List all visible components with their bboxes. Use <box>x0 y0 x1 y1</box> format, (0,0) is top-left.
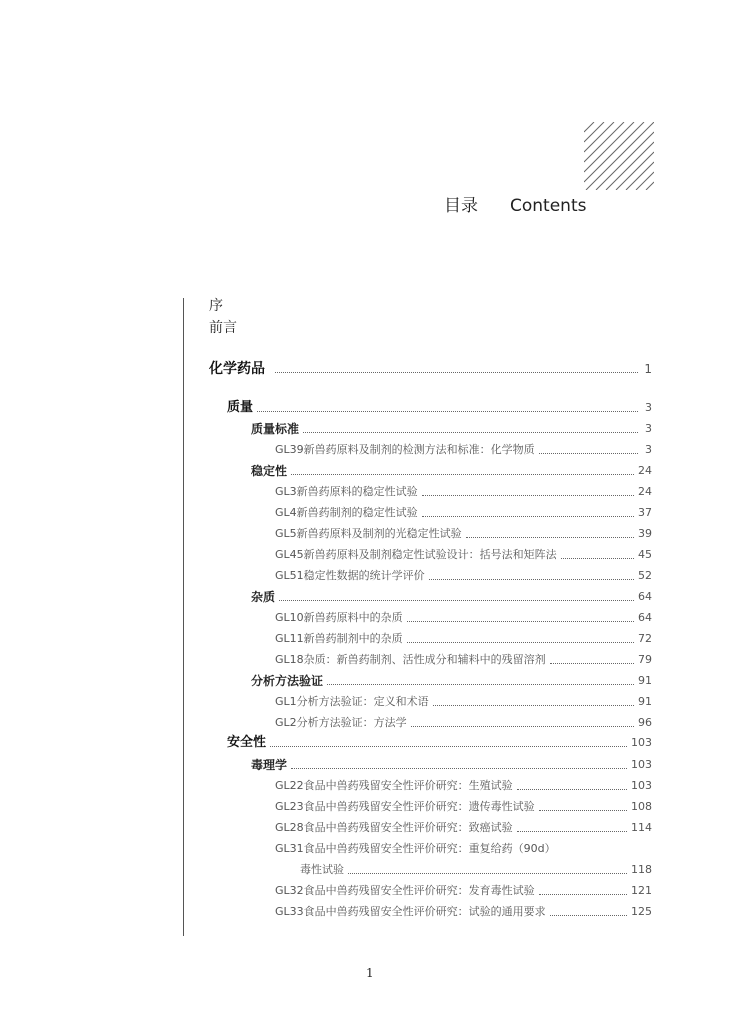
toc-page: 3 <box>645 422 652 435</box>
toc-label: GL32食品中兽药残留安全性评价研究：发育毒性试验 <box>275 884 535 897</box>
toc-leader <box>466 537 634 538</box>
contents-title-cn: 目录 <box>444 196 478 216</box>
toc-label: GL4新兽药制剂的稳定性试验 <box>275 506 418 519</box>
toc-page: 52 <box>638 569 652 582</box>
toc-label: GL22食品中兽药残留安全性评价研究：生殖试验 <box>275 779 513 792</box>
toc-entry-analytical-validation[interactable] <box>251 671 652 689</box>
toc-leader <box>257 411 638 412</box>
toc-leader <box>327 684 634 685</box>
toc-label: 杂质 <box>251 590 276 604</box>
toc-label: 安全性 <box>227 735 267 750</box>
toc-leader <box>539 810 627 811</box>
toc-page: 64 <box>638 611 652 624</box>
page-number: 1 <box>366 966 374 980</box>
contents-title-en: Contents <box>510 196 587 216</box>
toc-entry-gl28[interactable] <box>275 818 652 836</box>
toc-entry-gl23[interactable] <box>275 797 652 815</box>
toc-entry-gl39[interactable] <box>275 440 652 458</box>
toc-page: 24 <box>638 485 652 498</box>
toc-label: GL2分析方法验证：方法学 <box>275 716 407 729</box>
toc-vertical-rule <box>183 298 184 936</box>
toc-leader <box>517 831 627 832</box>
toc-entry-impurities[interactable] <box>251 587 652 605</box>
toc-entry-gl2[interactable] <box>275 713 652 731</box>
toc-label: GL3新兽药原料的稳定性试验 <box>275 485 418 498</box>
toc-page: 79 <box>638 653 652 666</box>
toc-label: GL18杂质：新兽药制剂、活性成分和辅料中的残留溶剂 <box>275 653 546 666</box>
toc-leader <box>279 600 634 601</box>
toc-label: 分析方法验证 <box>251 674 324 688</box>
toc-label: 质量 <box>227 400 254 415</box>
toc-page: 91 <box>638 695 652 708</box>
toc-label: 毒理学 <box>251 758 288 772</box>
toc-entry-gl1[interactable] <box>275 692 652 710</box>
toc-label: 质量标准 <box>251 422 300 436</box>
toc-label: GL11新兽药制剂中的杂质 <box>275 632 403 645</box>
toc-page: 3 <box>645 401 652 414</box>
toc-preface-xu: 序 <box>209 298 223 314</box>
toc-entry-quality-standards[interactable] <box>251 419 652 437</box>
toc-label: GL31食品中兽药残留安全性评价研究：重复给药（90d） <box>275 842 556 855</box>
toc-entry-chemical-drugs[interactable] <box>209 359 652 377</box>
toc-leader <box>348 873 627 874</box>
toc-entry-gl22[interactable] <box>275 776 652 794</box>
toc-entry-gl31-line2[interactable] <box>300 860 652 878</box>
toc-page: 1 <box>644 362 652 376</box>
toc-page: 24 <box>638 464 652 477</box>
toc-label: GL1分析方法验证：定义和术语 <box>275 695 429 708</box>
toc-leader <box>422 495 634 496</box>
toc-page: 91 <box>638 674 652 687</box>
toc-page: 72 <box>638 632 652 645</box>
toc-page: 103 <box>631 779 652 792</box>
toc-entry-quality[interactable] <box>227 398 652 416</box>
toc-label: GL28食品中兽药残留安全性评价研究：致癌试验 <box>275 821 513 834</box>
decorative-hatch-graphic <box>584 122 654 190</box>
toc-leader <box>422 516 634 517</box>
toc-entry-gl51[interactable] <box>275 566 652 584</box>
toc-leader <box>561 558 634 559</box>
toc-entry-stability[interactable] <box>251 461 652 479</box>
toc-entry-gl5[interactable] <box>275 524 652 542</box>
toc-page: 39 <box>638 527 652 540</box>
toc-page: 3 <box>645 443 652 456</box>
toc-leader <box>411 726 634 727</box>
toc-leader <box>429 579 634 580</box>
toc-entry-safety[interactable] <box>227 733 652 751</box>
toc-page: 103 <box>631 758 652 771</box>
toc-label: 毒性试验 <box>300 863 344 876</box>
toc-leader <box>270 746 627 747</box>
toc-entry-toxicology[interactable] <box>251 755 652 773</box>
toc-label: GL23食品中兽药残留安全性评价研究：遗传毒性试验 <box>275 800 535 813</box>
toc-leader <box>433 705 634 706</box>
toc-page: 37 <box>638 506 652 519</box>
toc-leader <box>275 372 638 373</box>
toc-leader <box>517 789 627 790</box>
toc-page: 103 <box>631 736 652 749</box>
toc-entry-gl11[interactable] <box>275 629 652 647</box>
toc-page: 108 <box>631 800 652 813</box>
toc-entry-gl33[interactable] <box>275 902 652 920</box>
toc-leader <box>291 768 627 769</box>
toc-leader <box>550 663 634 664</box>
toc-leader <box>407 642 634 643</box>
toc-page: 125 <box>631 905 652 918</box>
toc-leader <box>539 894 627 895</box>
toc-leader <box>407 621 634 622</box>
toc-label: GL33食品中兽药残留安全性评价研究：试验的通用要求 <box>275 905 546 918</box>
toc-label: GL51稳定性数据的统计学评价 <box>275 569 425 582</box>
toc-entry-gl45[interactable] <box>275 545 652 563</box>
toc-leader <box>550 915 627 916</box>
toc-entry-gl31-line1[interactable] <box>275 839 652 857</box>
toc-entry-gl10[interactable] <box>275 608 652 626</box>
toc-leader <box>303 432 638 433</box>
toc-page: 121 <box>631 884 652 897</box>
toc-label: GL10新兽药原料中的杂质 <box>275 611 403 624</box>
toc-entry-gl3[interactable] <box>275 482 652 500</box>
toc-page: 96 <box>638 716 652 729</box>
toc-entry-gl18[interactable] <box>275 650 652 668</box>
toc-foreword: 前言 <box>209 320 237 336</box>
toc-label: 化学药品 <box>209 361 265 377</box>
toc-page: 64 <box>638 590 652 603</box>
toc-entry-gl4[interactable] <box>275 503 652 521</box>
toc-label: GL39新兽药原料及制剂的检测方法和标准：化学物质 <box>275 443 535 456</box>
toc-page: 114 <box>631 821 652 834</box>
toc-label: GL5新兽药原料及制剂的光稳定性试验 <box>275 527 462 540</box>
toc-page: 45 <box>638 548 652 561</box>
toc-page: 118 <box>631 863 652 876</box>
toc-label: GL45新兽药原料及制剂稳定性试验设计：括号法和矩阵法 <box>275 548 557 561</box>
toc-label: 稳定性 <box>251 464 288 478</box>
toc-leader <box>539 453 638 454</box>
toc-leader <box>291 474 634 475</box>
toc-entry-gl32[interactable] <box>275 881 652 899</box>
